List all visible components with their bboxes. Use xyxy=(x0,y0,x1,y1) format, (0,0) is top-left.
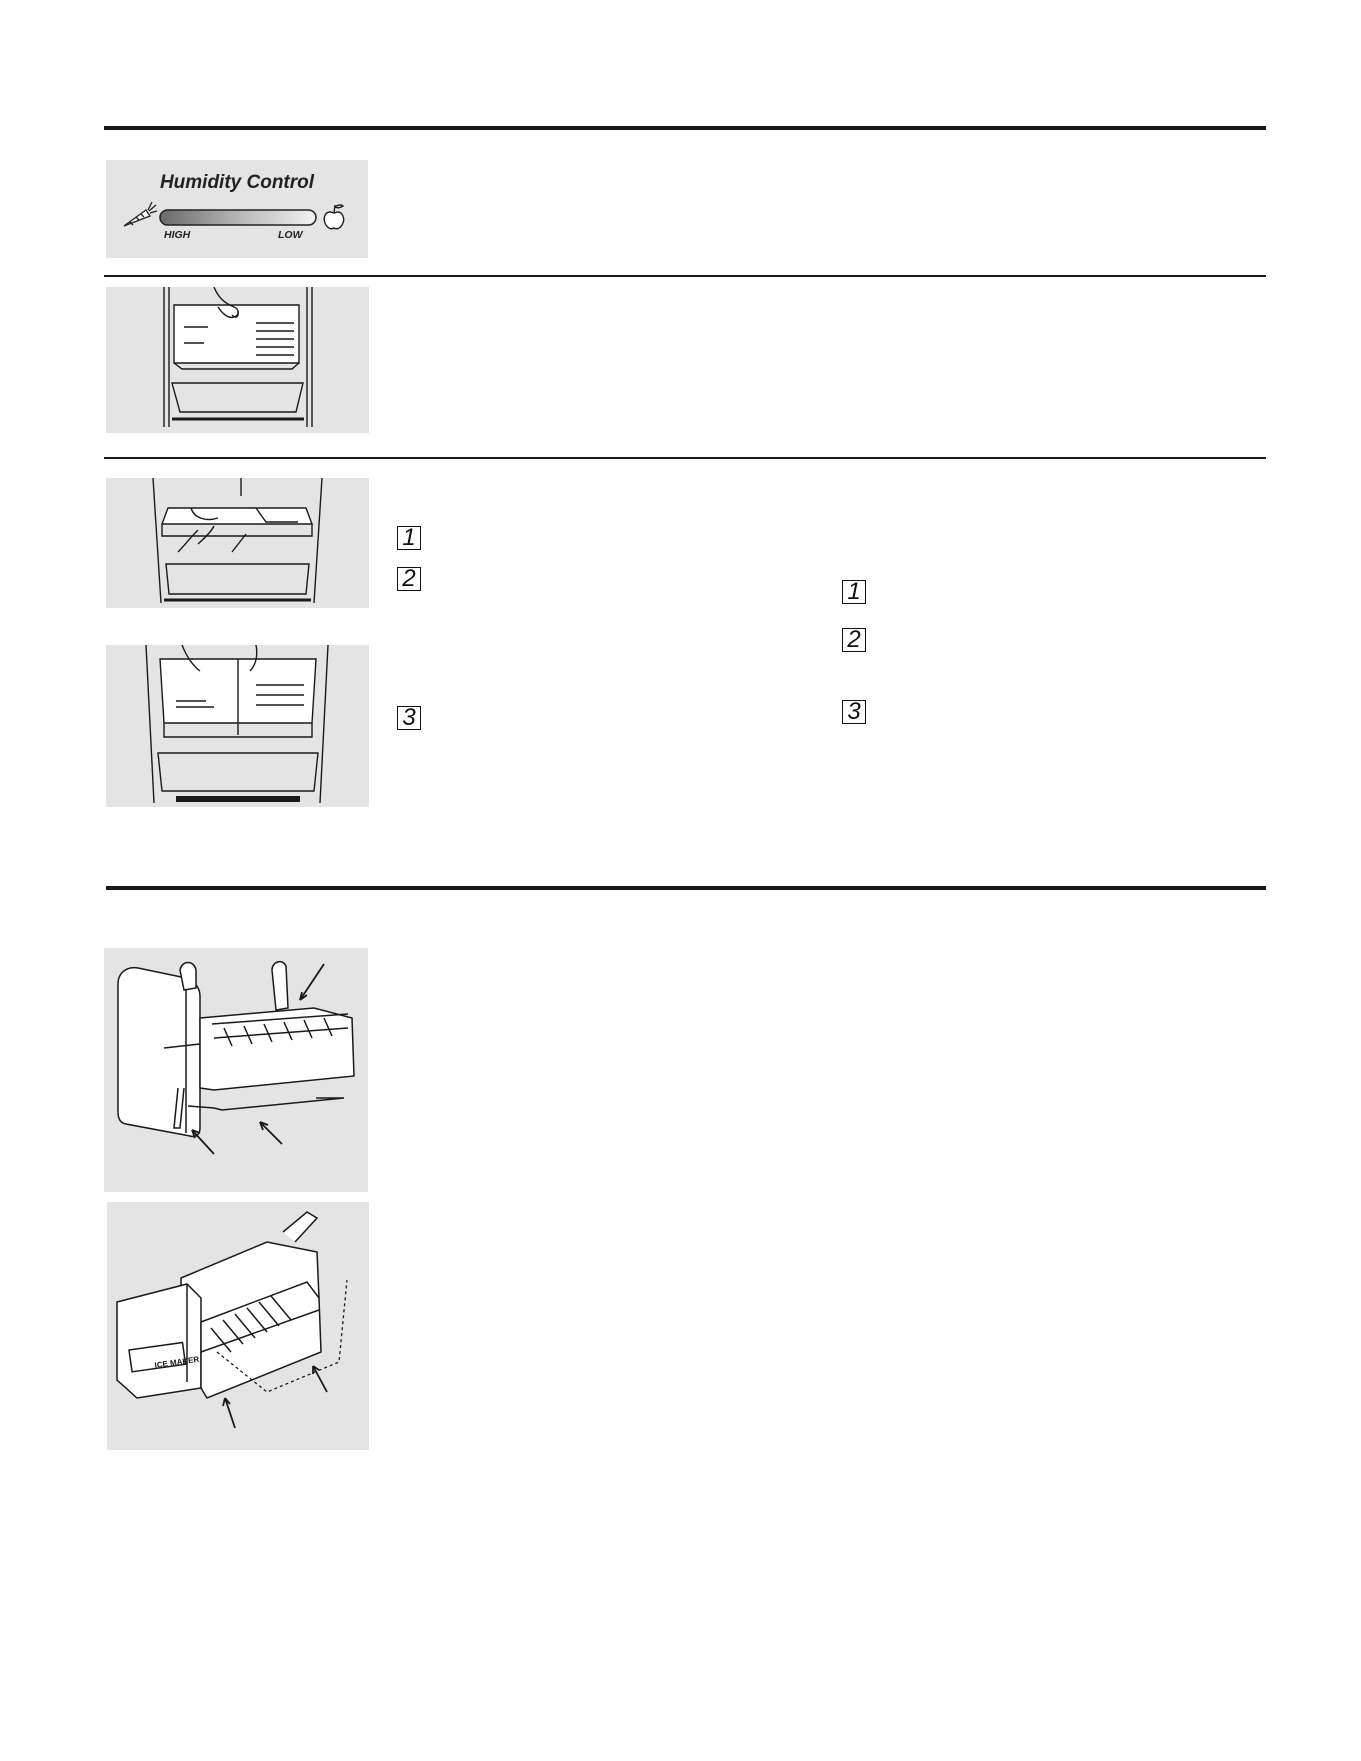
humidity-control-figure xyxy=(106,160,368,258)
top-rule xyxy=(104,126,1266,130)
refrigerator-shelf-removal-figure xyxy=(106,287,369,433)
step-2-left: 2 xyxy=(397,567,421,591)
step-2-right: 2 xyxy=(842,628,866,652)
icemaker-figure-1 xyxy=(104,948,368,1192)
humidity-slider-track xyxy=(160,210,316,225)
section-divider-2 xyxy=(104,457,1266,459)
humidity-control-title: Humidity Control xyxy=(159,172,315,193)
humidity-low-label: LOW xyxy=(278,229,303,241)
step-3-left: 3 xyxy=(397,706,421,730)
apple-icon xyxy=(324,205,343,229)
step-1-left: 1 xyxy=(397,526,421,550)
step-1-right: 1 xyxy=(842,580,866,604)
humidity-high-label: HIGH xyxy=(164,229,191,241)
section-rule-icemaker xyxy=(106,886,1266,890)
icemaker-figure-2 xyxy=(107,1202,369,1450)
humidity-slider-graphic xyxy=(106,160,368,258)
icemaker-label: ICE MAKER xyxy=(154,1354,200,1370)
carrot-icon xyxy=(124,202,157,226)
section-divider-1 xyxy=(104,275,1266,277)
step-3-right: 3 xyxy=(842,700,866,724)
shelf-adjust-figure-1 xyxy=(106,478,369,608)
shelf-adjust-figure-2 xyxy=(106,645,369,807)
